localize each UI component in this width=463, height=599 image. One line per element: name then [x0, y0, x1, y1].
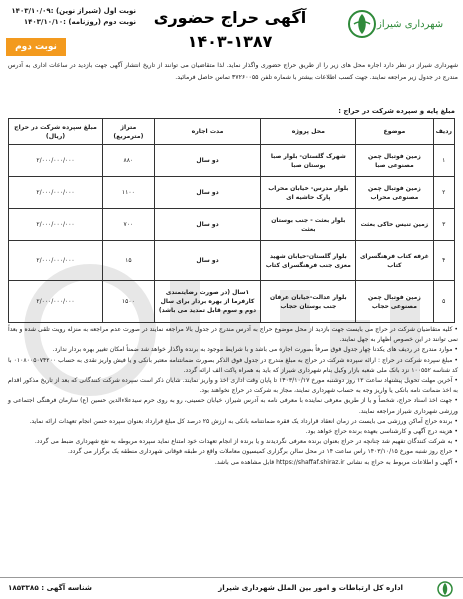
cell-radif: ۴: [433, 241, 454, 281]
cell-subject: زمین فوتبال چمن مصنوعی حجاب: [356, 281, 433, 323]
condition-text: حراج روز شنبه مورخ ۱۴۰۳/۱۰/۱۵ راس ساعت ۱۴ در محل سالن برگزاری کمیسیون معاملات واقع در طبقه فوقانی شهرداری منطقه یک برگزار می گردد.: [67, 448, 453, 456]
cell-subject: زمین تنیس خاکی بعثت: [356, 209, 433, 241]
condition-item: • به شرکت کنندگان تفهیم شد چنانچه در حراج بعنوان برنده معرفی نگردیدند و یا برنده از انجام تعهدات خود امتناع نماید سپرده مربوطه به نفع شهرداری ضبط می گردد.: [34, 438, 458, 446]
publication-dates: [6, 6, 136, 28]
footer-logo-icon: [415, 580, 455, 598]
condition-text: آخرین مهلت تحویل پیشنهاد ساعت ۱۲ روز دوشنبه مورخ ۱۴۰۳/۱۰/۱۷ تا پایان وقت اداری اخذ و واریز نمایند. شایان ذکر است سپرده شرکت کنندگانی که بعد از تاریخ مذکور اقدام به اخذ ضمانت نامه بانکی یا واریز وجه به حساب شهرداری نمایند، مجاز به شرکت در حراج نخواهند بود.: [8, 377, 458, 395]
cell-lease-period: دو سال: [154, 209, 261, 241]
header-area: متراژ (مترمربع): [103, 119, 155, 145]
cell-location: بلوار گلستان-خیابان شهید معزی جنب فرهنگسرای کتاب: [261, 241, 356, 281]
condition-item: • هزینه درج آگهی و کارشناسی بعهده برنده حراج خواهد بود.: [305, 428, 458, 436]
header: [0, 0, 463, 58]
cell-lease-period: ۱سال (در صورت رضایتمندی کارفرما از بهره بردار برای سال دوم و سوم قابل تمدید می باشد): [154, 281, 261, 323]
municipality-logo: [347, 6, 457, 42]
ad-number: ۱۴۰۳-۱۳۸۷: [187, 32, 273, 51]
table-header-row: [9, 119, 455, 145]
condition-item: • کلیه متقاضیان شرکت در حراج می بایست جهت بازدید از محل موضوع حراج به آدرس مندرج در جدول بالا مراجعه نمایند در صورت عدم مراجعه به منزله رویت تلقی شده و بعداً نمی توانند در این خصوص اظهار به جهل نمایند.: [8, 326, 458, 344]
condition-item: • موارد مندرج در ردیف های یکدنا چهار جدول فوق صرفاً بصورت اجاره می باشد و با شرایط موجود به برنده واگذار خواهد شد ضمناً امکان تغییر بهره بردار ندارد.: [52, 346, 458, 354]
cell-subject: زمین فوتبال چمن مصنوعی محراب: [356, 177, 433, 209]
publication-date-second: نوبت دوم (روزنامه) :۱۴۰۳/۱۰/۱۰: [23, 18, 136, 26]
cell-location: بلوار مدرس- خیابان محراب پارک حاشیه ای: [261, 177, 356, 209]
table-row: [9, 209, 455, 241]
cell-area: ۱۵: [103, 241, 155, 281]
cell-area: ۸۸۰: [103, 145, 155, 177]
condition-text: کلیه متقاضیان شرکت در حراج می بایست جهت بازدید از محل موضوع حراج به آدرس مندرج در جدول بالا مراجعه نمایند در صورت عدم مراجعه به منزله رویت تلقی شده و بعداً نمی توانند در این خصوص اظهار به جهل نمایند.: [8, 326, 458, 344]
second-round-badge: نوبت دوم: [6, 38, 66, 56]
cell-area: ۱۵۰۰: [103, 281, 155, 323]
cell-subject: غرفه کتاب فرهنگسرای کتاب: [356, 241, 433, 281]
base-amount-title: مبلغ پایه و سپرده شرکت در حراج :: [338, 107, 455, 115]
table-row: [9, 281, 455, 323]
conditions-list: [8, 325, 458, 468]
table-row: [9, 145, 455, 177]
cell-deposit: ۲/۰۰۰/۰۰۰/۰۰۰: [9, 145, 103, 177]
header-subject: موضوع: [356, 119, 433, 145]
publication-date-first: نوبت اول (شیراز نوین) :۱۴۰۳/۱۰/۰۹: [11, 7, 136, 15]
footer-ad-id: شناسه آگهی : ۱۸۵۳۳۸۵: [8, 583, 92, 592]
shiraz-logo-icon: [347, 9, 377, 39]
cell-lease-period: دو سال: [154, 145, 261, 177]
cell-radif: ۳: [433, 209, 454, 241]
footer: [0, 577, 463, 599]
page-title: آگهی حراج حضوری: [153, 8, 307, 27]
condition-item: • مبلغ سپرده شرکت در حراج : ارائه سپرده شرکت در حراج به مبلغ مندرج در جدول فوق الذکر بصورت ضمانتنامه معتبر بانکی و یا فیش واریز نقدی به حساب ۰۱۰۸۰۰۵۰۷۴۲۰۰ با کد شناسه ۱۰۰۵۵۲ نزد بانک ملی شعبه بازار وکیل بنام شهرداری شیراز که باید به همراه پاکت الف ارائه گردد.: [8, 356, 458, 374]
condition-item: • حراج روز شنبه مورخ ۱۴۰۳/۱۰/۱۵ راس ساعت ۱۴ در محل سالن برگزاری کمیسیون معاملات واقع در طبقه فوقانی شهرداری منطقه یک برگزار می گردد.: [67, 448, 458, 456]
footer-organization: اداره کل ارتباطات و امور بین الملل شهرداری شیراز: [218, 583, 403, 592]
cell-location: بلوار عدالت-خیابان عرفان جنب بوستان حجاب: [261, 281, 356, 323]
table-row: [9, 241, 455, 281]
header-lease-period: مدت اجاره: [154, 119, 261, 145]
cell-lease-period: دو سال: [154, 177, 261, 209]
condition-text: به شرکت کنندگان تفهیم شد چنانچه در حراج بعنوان برنده معرفی نگردیدند و یا برنده از انجام تعهدات خود امتناع نماید سپرده مربوطه به نفع شهرداری ضبط می گردد.: [34, 438, 453, 446]
cell-deposit: ۲/۰۰۰/۰۰۰/۰۰۰: [9, 209, 103, 241]
cell-deposit: ۲/۰۰۰/۰۰۰/۰۰۰: [9, 241, 103, 281]
cell-deposit: ۲/۰۰۰/۰۰۰/۰۰۰: [9, 281, 103, 323]
condition-text: برنده حراج آماکن ورزشی می بایست در زمان انعقاد قرارداد یک فقره ضمانتنامه بانکی به ارزش ۲۵ درصد کل مبلغ قرارداد بعنوان سپرده حسن انجام تعهدات ارائه نماید.: [29, 417, 453, 425]
condition-item: • آگهی و اطلاعات مربوط به حراج به نشانی https://shaffaf.shiraz.ir قابل مشاهده می باشد.: [214, 458, 458, 466]
condition-item: • آخرین مهلت تحویل پیشنهاد ساعت ۱۲ روز دوشنبه مورخ ۱۴۰۳/۱۰/۱۷ تا پایان وقت اداری اخذ و واریز نمایند. شایان ذکر است سپرده شرکت کنندگانی که بعد از تاریخ مذکور اقدام به اخذ ضمانت نامه بانکی یا واریز وجه به حساب شهرداری نمایند، مجاز به شرکت در حراج نخواهند بود.: [8, 377, 458, 395]
condition-text: آگهی و اطلاعات مربوط به حراج به نشانی https://shaffaf.shiraz.ir قابل مشاهده می باشد.: [214, 458, 453, 466]
condition-item: • برنده حراج آماکن ورزشی می بایست در زمان انعقاد قرارداد یک فقره ضمانتنامه بانکی به ارزش ۲۵ درصد کل مبلغ قرارداد بعنوان سپرده حسن انجام تعهدات ارائه نماید.: [29, 417, 458, 425]
condition-text: هزینه درج آگهی و کارشناسی بعهده برنده حراج خواهد بود.: [305, 428, 453, 436]
cell-area: ۱۱۰۰: [103, 177, 155, 209]
condition-item: • جهت اخذ اسناد حراج، شخصاً و یا از طریق معرفی نماینده با معرفی نامه به آدرس شیراز، خیابان حسینی، رو به روی حرم سیدعلاءالدین حسین (ع) سازمان فرهنگی اجتماعی و ورزشی شهرداری شیراز مراجعه نمایند.: [8, 397, 458, 415]
condition-text: موارد مندرج در ردیف های یکدنا چهار جدول فوق صرفاً بصورت اجاره می باشد و با شرایط موجود به برنده واگذار خواهد شد ضمناً امکان تغییر بهره بردار ندارد.: [52, 346, 453, 354]
cell-radif: ۲: [433, 177, 454, 209]
auction-table: [8, 118, 455, 323]
condition-text: مبلغ سپرده شرکت در حراج : ارائه سپرده شرکت در حراج به مبلغ مندرج در جدول فوق الذکر بصورت ضمانتنامه معتبر بانکی و یا فیش واریز نقدی به حساب ۰۱۰۸۰۰۵۰۷۴۲۰۰ با کد شناسه ۱۰۰۵۵۲ نزد بانک ملی شعبه بازار وکیل بنام شهرداری شیراز که باید به همراه پاکت الف ارائه گردد.: [8, 356, 458, 374]
header-deposit: مبلغ سپرده شرکت در حراج (ریال): [9, 119, 103, 145]
header-radif: ردیف: [433, 119, 454, 145]
cell-area: ۷۰۰: [103, 209, 155, 241]
logo-text: شهرداری شیراز: [377, 18, 444, 30]
cell-radif: ۱: [433, 145, 454, 177]
cell-location: بلوار بعثت - جنب بوستان بعثت: [261, 209, 356, 241]
cell-radif: ۵: [433, 281, 454, 323]
table-row: [9, 177, 455, 209]
cell-lease-period: دو سال: [154, 241, 261, 281]
cell-subject: زمین فوتبال چمن مصنوعی صبا: [356, 145, 433, 177]
header-location: محل پروژه: [261, 119, 356, 145]
condition-text: جهت اخذ اسناد حراج، شخصاً و یا از طریق معرفی نماینده با معرفی نامه به آدرس شیراز، خیابان حسینی، رو به روی حرم سیدعلاءالدین حسین (ع) سازمان فرهنگی اجتماعی و ورزشی شهرداری شیراز مراجعه نمایند.: [8, 397, 458, 415]
cell-location: شهرک گلستان- بلوار صبا بوستان صبا: [261, 145, 356, 177]
cell-deposit: ۲/۰۰۰/۰۰۰/۰۰۰: [9, 177, 103, 209]
intro-paragraph: شهرداری شیراز در نظر دارد اجاره محل های زیر را از طریق حراج حضوری واگذار نماید. لذا متقاضیان می توانند از تاریخ انتشار آگهی جهت بازدید در ساعات اداری به آدرس مندرج در جدول زیر مراجعه نمایند. جهت کسب اطلاعات بیشتر با شماره تلفن ۳۷۲۶۰۰۵۵ تماس حاصل فرمائید.: [8, 62, 458, 81]
